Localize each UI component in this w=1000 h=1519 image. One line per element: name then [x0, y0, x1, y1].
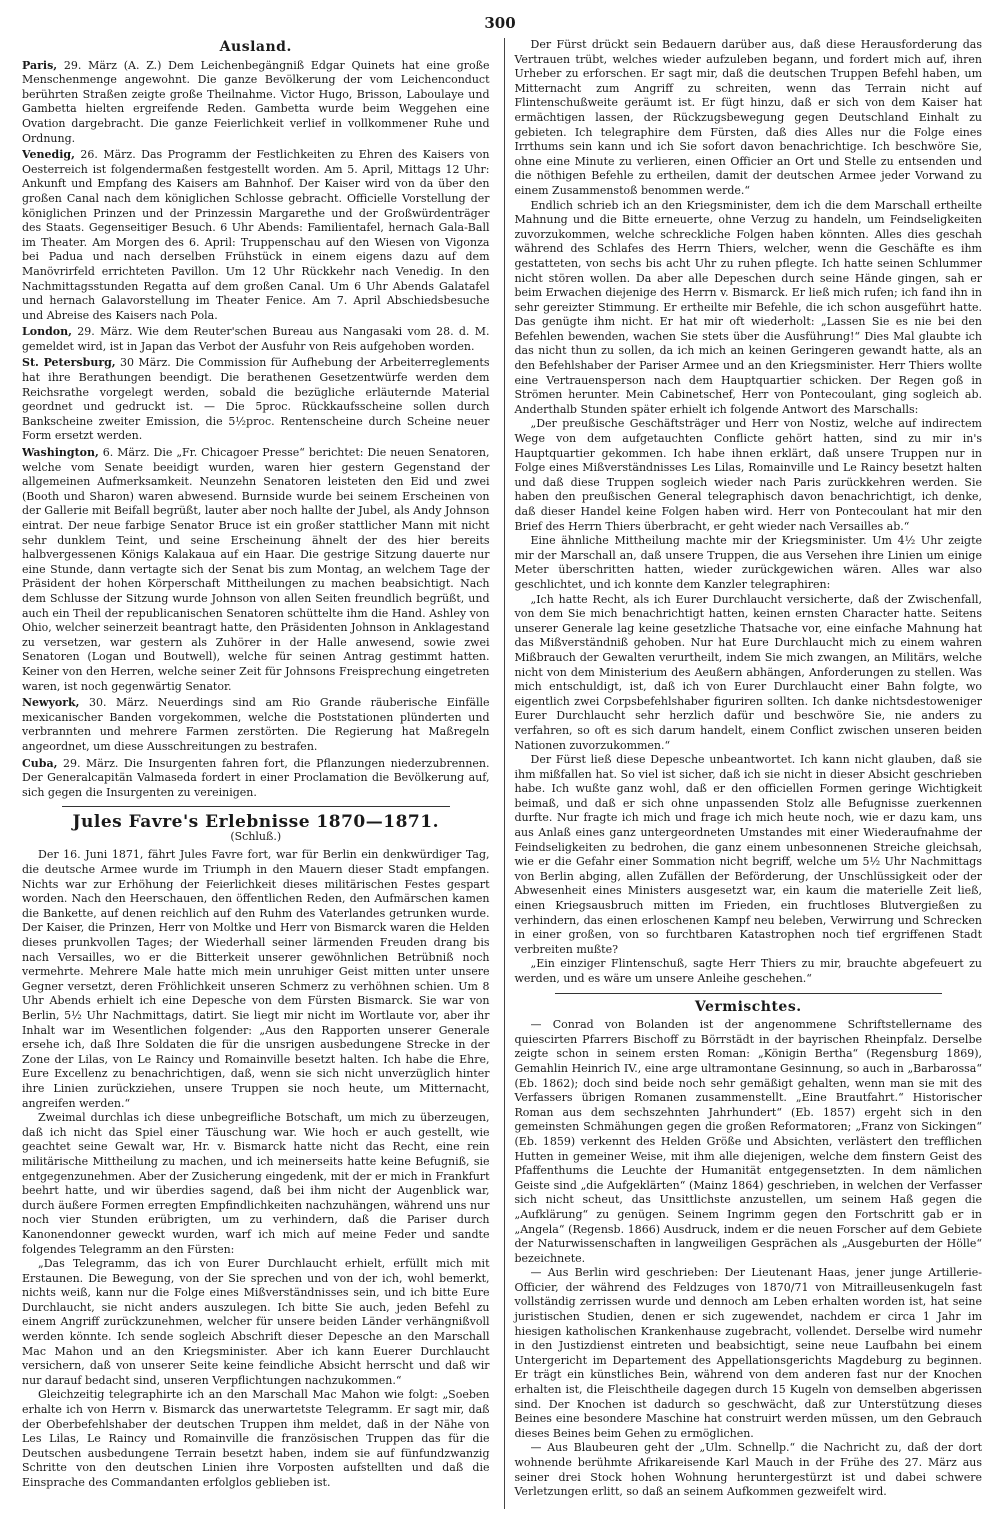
- dateline-newyork: Newyork,: [22, 696, 80, 710]
- article-paragraph: „Das Telegramm, das ich von Eurer Durchlaucht erhielt, erfüllt mich mit Erstaunen. Die Bewegung, von der Sie sprechen und von der ich, wohl bemerkt, nichts weiß, kann nur die Folge eines Mißverständnisses sein, und ich bitte Eure Durchlaucht, sie nicht anders auszulegen. Ich bitte Sie auch, jeden Befehl zu einem Angriff zurückzunehmen, welcher für unsere beiden Länder verhängnißvoll werden könnte. Ich sende sogleich Abschrift dieser Depesche an den Marschall Mac Mahon und an den Kriegsminister. Aber ich kann Euerer Durchlaucht versichern, daß von unserer Seite keine feindliche Absicht herrscht und daß wir nur darauf bedacht sind, unseren Verpflichtungen nachzukommen.“: [22, 1257, 490, 1387]
- article-paragraph: „Ein einziger Flintenschuß, sagte Herr Thiers zu mir, brauchte abgefeuert zu werden, und es wäre um unsere Anleihe geschehen.“: [514, 957, 982, 985]
- page-number: 300: [484, 14, 516, 32]
- news-item-paris: [22, 59, 490, 147]
- right-column: [504, 38, 983, 1509]
- news-text-petersburg: 30 März. Die Commission für Aufhebung der Arbeiterreglements hat ihre Berathungen beendigt. Die berathenen Gesetzentwürfe werden dem Reichsrathe vorgelegt werden, sobald die bezügliche erläuternde Material geordnet und gedruckt ist. — Die 5proc. Rückkaufsscheine sollen durch Bankscheine zweiter Emission, die 5½proc. Rentenscheine durch Scheine neuer Form ersetzt werden.: [22, 356, 490, 443]
- columns: [22, 38, 982, 1509]
- dateline-venedig: Venedig,: [22, 148, 75, 162]
- dateline-paris: Paris,: [22, 58, 58, 72]
- article-paragraph: Der Fürst ließ diese Depesche unbeantwortet. Ich kann nicht glauben, daß sie ihm mißfallen hat. So viel ist sicher, daß ich sie nicht in dieser Absicht geschrieben habe. Ich wußte ganz wohl, daß er den officiellen Formen geringe Wichtigkeit beimaß, und daß er sich ohne unpassenden Stolz alle Befugnisse zuerkennen durfte. Nur fragte ich mich und frage ich mich heute noch, wie er dazu kam, uns aus Anlaß eines ganz untergeordneten Umstandes mit einer Wiederaufnahme der Feindseligkeiten zu bedrohen, die ganz einem unbesonnenen Streiche gleichsah, wie er die Gefahr einer Sommation nicht begriff, welche um 5½ Uhr Nachmittags von Berlin abging, allen Zufällen der Beförderung, der Unschlüssigkeit oder der Abwesenheit eines Ministers ausgesetzt war, ein kaum die materielle Zeit ließ, einen Kriegsausbruch mitten im Frieden, ein fruchtloses Blutvergießen zu verhindern, das einen erloschenen Kampf neu beleben, Verwirrung und Schrecken in einer großen, von so furchtbaren Katastrophen noch tief ergriffenen Stadt verbreiten mußte?: [514, 753, 982, 956]
- dateline-washington: Washington,: [22, 446, 99, 460]
- article-paragraph: Eine ähnliche Mittheilung machte mir der Kriegsminister. Um 4½ Uhr zeigte mir der Marschall an, daß unsere Truppen, die aus Versehen ihre Linien um einige Meter überschritten hatten, wieder zurückgewichen wären. Alles war also geschlichtet, und ich konnte dem Kanzler telegraphiren:: [514, 534, 982, 591]
- news-item-petersburg: [22, 356, 490, 444]
- news-text-cuba: 29. März. Die Insurgenten fahren fort, die Pflanzungen niederzubrennen. Der Generalcapitän Valmaseda fordert in einer Proclamation die Bevölkerung auf, sich gegen die Insurgenten zu vereinigen.: [22, 756, 490, 799]
- section-heading-ausland: Ausland.: [219, 39, 292, 55]
- section-divider: [555, 993, 943, 994]
- dateline-london: London,: [22, 325, 72, 339]
- news-text-washington: 6. März. Die „Fr. Chicagoer Presse“ berichtet: Die neuen Senatoren, welche vom Senate beeidigt wurden, waren hier gestern Gegenstand der allgemeinen Aufmerksamkeit. Neunzehn Senatoren leisteten den Eid und zwei (Booth und Sharon) waren abwesend. Burnside wurde bei seinem Erscheinen von der Gallerie mit Beifall begrüßt, lauter aber noch hallte der Jubel, als Andy Johnson eintrat. Der neue farbige Senator Bruce ist ein großer stattlicher Mann mit nicht sehr dunklem Teint, und seine Erscheinung ähnelt der des hier bereits halbvergessenen Königs Kalakaua auf ein Haar. Die gestrige Sitzung dauerte nur eine Stunde, dann vertagte sich der Senat bis zum Montag, an welchem Tage der Präsident der hohen Körperschaft Mittheilungen zu machen beabsichtigt. Nach dem Schlusse der Sitzung wurde Johnson von allen Seiten freundlich begrüßt, und auch ein Theil der republicanischen Senatoren schüttelte ihm die Hand. Ashley von Ohio, welcher seinerzeit beantragt hatte, den Präsidenten Johnson in Anklagestand zu versetzen, war gestern als Zuhörer in der Halle anwesend, sowie zwei Senatoren (Logan und Boutwell), welche für seinen Antrag gestimmt hatten. Keiner von den Herren, welche seiner Zeit für Johnsons Freisprechung eingetreten waren, ist noch gegenwärtig Senator.: [22, 446, 490, 693]
- left-column: [22, 38, 490, 1509]
- article-paragraph: Gleichzeitig telegraphirte ich an den Marschall Mac Mahon wie folgt: „Soeben erhalte ich von Herrn v. Bismarck das unerwartetste Telegramm. Er sagt mir, daß der Oberbefehlshaber der deutschen Truppen ihm meldet, daß in der Nähe von Les Lilas, Le Raincy und Romainville die französischen Truppen das für die Deutschen ausbedungene Terrain besetzt haben, indem sie auf fünfundzwanzig Schritte von den deutschen Linien ihre Vorposten aufstellten und daß die Einsprache des Commandanten erfolglos geblieben ist.: [22, 1388, 490, 1489]
- article-heading-favre: Jules Favre's Erlebnisse 1870—1871.: [72, 812, 439, 833]
- article-subheading: (Schluß.): [230, 829, 282, 843]
- article-paragraph: „Der preußische Geschäftsträger und Herr von Nostiz, welche auf indirectem Wege von dem aufgetauchten Conflicte gehört hatten, sind zu mir in's Hauptquartier gekommen. Ich habe ihnen erklärt, daß unsere Truppen nur in Folge eines Mißverständnisses Les Lilas, Romainville und Le Raincy besetzt halten und daß diese Truppen sogleich wieder nach Paris zurückkehren werden. Sie haben den preußischen General telegraphisch davon benachrichtigt, ich denke, daß dieser Handel keine Folgen haben wird. Herr von Pontecoulant hat mir den Brief des Herrn Thiers überbracht, er geht wieder nach Versailles ab.“: [514, 417, 982, 533]
- news-item-cuba: [22, 757, 490, 801]
- dateline-cuba: Cuba,: [22, 756, 58, 770]
- dateline-petersburg: St. Petersburg,: [22, 356, 116, 370]
- article-paragraph: Der Fürst drückt sein Bedauern darüber aus, daß diese Herausforderung das Vertrauen trübt, welches wieder aufzuleben begann, und fordert mich auf, ihren Urheber zu erforschen. Er sagt mir, daß die deutschen Truppen Befehl haben, um Mitternacht zum Angriff zu schreiten, wenn das Terrain nicht auf Flintenschußweite geräumt ist. Er fügt hinzu, daß er sich von dem Kaiser hat ermächtigen lassen, der Rückzugsbewegung gegen Deutschland Einhalt zu gebieten. Ich telegraphire dem Fürsten, daß dies Alles nur die Folge eines Irrthums sein kann und ich Sie sofort davon benachrichtige. Ich beschwöre Sie, ohne eine Minute zu verlieren, einen Officier an Ort und Stelle zu entsenden und die nöthigen Befehle zu ertheilen, damit der deutschen Armee jeder Vorwand zu einem Zusammenstoß benommen werde.“: [514, 38, 982, 197]
- misc-item-berlin: — Aus Berlin wird geschrieben: Der Lieutenant Haas, jener junge Artillerie-Officier, der während des Feldzuges von 1870/71 von Mitrailleusenkugeln fast vollständig zerrissen wurde und dennoch am Leben erhalten worden ist, hat seine juristischen Studien, denen er sich zugewendet, nachdem er circa 1 Jahr im hiesigen katholischen Krankenhause zugebracht, vollendet. Derselbe wird numehr in den Justizdienst eintreten und beabsichtigt, seine neue Laufbahn bei einem Untergericht im Departement des Appellationsgerichts Magdeburg zu beginnen. Er trägt ein künstliches Bein, während von dem anderen fast nur der Knochen erhalten ist, die Fleischtheile dagegen durch 15 Kugeln von demselben abgerissen sind. Der Knochen ist dadurch so geschwächt, daß zur Unterstützung dieses Beines eine besondere Maschine hat construirt werden müssen, um den Gebrauch dieses Beines beim Gehen zu ermöglichen.: [514, 1266, 982, 1440]
- news-item-newyork: [22, 696, 490, 754]
- article-paragraph: Endlich schrieb ich an den Kriegsminister, dem ich die dem Marschall ertheilte Mahnung und die Bitte erneuerte, ohne Verzug zu handeln, um Feindseligkeiten zuvorzukommen, welche schreckliche Folgen haben könnten. Alles dies geschah während des Schlafes des Herrn Thiers, welcher, wenn die Geschäfte es ihm gestatteten, von sechs bis acht Uhr zu ruhen pflegte. Ich hatte seinen Schlummer nicht stören wollen. Da aber alle Depeschen durch seine Hände gingen, sah er beim Erwachen diejenige des Herrn v. Bismarck. Er ließ mich rufen; ich fand ihn in sehr gereizter Stimmung. Er ertheilte mir Befehle, die ich schon ausgeführt hatte. Das genügte ihm nicht. Er hat mir oft wiederholt: „Lassen Sie es nie bei den Befehlen bewenden, wachen Sie stets über die Ausführung!“ Dies Mal glaubte ich das nicht thun zu sollen, da ich mich an keinen Geringeren gewandt hatte, als an den Befehlshaber der Pariser Armee und an den Kriegsminister. Herr Thiers wollte eine Vertrauensperson nach dem Hauptquartier schicken. Der Regen goß in Strömen herunter. Mein Cabinetschef, Herr von Pontecoulant, ging sogleich ab. Anderthalb Stunden später erhielt ich folgende Antwort des Marschalls:: [514, 198, 982, 416]
- news-item-london: [22, 325, 490, 354]
- news-text-newyork: 30. März. Neuerdings sind am Rio Grande räuberische Einfälle mexicanischer Banden vorgekommen, welche die Poststationen plünderten und verbrannten und mehrere Farmen zerstörten. Die Regierung hat Maßregeln angeordnet, um diese Ausschreitungen zu bestrafen.: [22, 696, 490, 753]
- news-text-paris: 29. März (A. Z.) Dem Leichenbegängniß Edgar Quinets hat eine große Menschenmenge angewohnt. Die ganze Bevölkerung der vom Leichenconduct berührten Straßen zeigte große Theilnahme. Victor Hugo, Brisson, Laboulaye und Gambetta hielten ergreifende Reden. Gambetta wurde beim Weggehen eine Ovation dargebracht. Die ganze Feierlichkeit verlief in vollkommener Ruhe und Ordnung.: [22, 58, 490, 145]
- section-divider: [62, 806, 450, 807]
- news-item-washington: [22, 446, 490, 694]
- misc-item-blaubeuren: — Aus Blaubeuren geht der „Ulm. Schnellp.“ die Nachricht zu, daß der dort wohnende berühmte Afrikareisende Karl Mauch in der Frühe des 27. März aus seiner drei Stock hohen Wohnung heruntergestürzt ist und dabei schwere Verletzungen erlitt, so daß an seinem Aufkommen gezweifelt wird.: [514, 1441, 982, 1499]
- news-text-london: 29. März. Wie dem Reuter'schen Bureau aus Nangasaki vom 28. d. M. gemeldet wird, ist in Japan das Verbot der Ausfuhr von Reis aufgehoben worden.: [22, 325, 490, 353]
- misc-item-bolanden: — Conrad von Bolanden ist der angenommene Schriftstellername des quiescirten Pfarrers Bischoff zu Börrstädt in der bayrischen Rheinpfalz. Derselbe zeigte schon in seinem ersten Roman: „Königin Bertha“ (Regensburg 1869), Gemahlin Heinrich IV., eine arge ultramontane Gesinnung, so auch in „Barbarossa“ (Eb. 1862); doch sind beide noch sehr gemäßigt gehalten, wenn man sie mit des Verfassers übrigen Romanen zusammenstellt. „Eine Brautfahrt.“ Historischer Roman aus dem sechszehnten Jahrhundert“ (Eb. 1857) ergeht sich in den gemeinsten Schmähungen gegen die großen Reformatoren; „Franz von Sickingen“ (Eb. 1859) verkennt des Helden Größe und Absichten, verlästert den trefflichen Hutten in gemeiner Weise, mit ihm alle diejenigen, welche dem finstern Geist des Pfaffenthums die Leuchte der Humanität entgegensetzten. In dem nämlichen Geiste sind „die Aufgeklärten“ (Mainz 1864) geschrieben, in welchen der Verfasser sich nicht scheut, das Unsittlichste anzustellen, um seinem Haß gegen die „Aufklärung“ zu genügen. Seinem Ingrimm gegen den Fortschritt gab er in „Angela“ (Regensb. 1866) Ausdruck, indem er die neuen Forscher auf dem Gebiete der Naturwissenschaften in langweiligen Gesprächen als „Ausgeburten der Hölle“ bezeichnete.: [514, 1018, 982, 1265]
- news-text-venedig: 26. März. Das Programm der Festlichkeiten zu Ehren des Kaisers von Oesterreich ist folgendermaßen festgestellt worden. Am 5. April, Mittags 12 Uhr: Ankunft und Empfang des Kaisers am Bahnhof. Der Kaiser wird von da über den großen Canal nach dem königlichen Schlosse gebracht. Officielle Vorstellung der königlichen Prinzen und der Prinzessin Margarethe und der Großwürdenträger des Staats. Gegenseitiger Besuch. 6 Uhr Abends: Familientafel, hernach Gala-Ball im Theater. Am Morgen des 6. April: Truppenschau auf den Wiesen von Vigonza bei Padua und nach derselben Frühstück in einem eigens dazu auf dem Manövrirfeld errichteten Pavillon. Um 12 Uhr Rückkehr nach Venedig. In den Nachmittagsstunden Regatta auf dem großen Canal. Um 6 Uhr Abends Galatafel und hernach Galavorstellung im Theater Fenice. Am 7. April Abschiedsbesuche und Abreise des Kaisers nach Pola.: [22, 148, 490, 322]
- article-paragraph: Der 16. Juni 1871, fährt Jules Favre fort, war für Berlin ein denkwürdiger Tag, die deutsche Armee wurde im Triumph in den Mauern dieser Stadt empfangen. Nichts war zur Erhöhung der Feierlichkeit dieses militärischen Festes gespart worden. Nach den Heerschauen, den öffentlichen Reden, den Aufmärschen kamen die Bankette, auf denen reichlich auf den Ruhm des Vaterlandes getrunken wurde. Der Kaiser, die Prinzen, Herr von Moltke und Herr von Bismarck waren die Helden dieses prunkvollen Tages; der Wiederhall seiner lärmenden Freuden drang bis nach Versailles, wo er die Bitterkeit unserer gewöhnlichen Betrübniß noch vermehrte. Mehrere Male hatte mich mein unruhiger Geist mitten unter unsere Gegner versetzt, deren Fröhlichkeit unseren Schmerz zu verhöhnen schien. Um 8 Uhr Abends erhielt ich eine Depesche von dem Fürsten Bismarck. Sie war von Berlin, 5½ Uhr Nachmittags, datirt. Sie liegt mir nicht im Wortlaute vor, aber ihr Inhalt war im Wesentlichen folgender: „Aus den Rapporten unserer Generale ersehe ich, daß Ihre Soldaten die für die unsrigen ausbedungene Strecke in der Zone der Lilas, von Le Raincy und Romainville besetzt halten. Ich habe die Ehre, Eure Excellenz zu benachrichtigen, daß, wenn sie sich nicht unverzüglich hinter ihre Linien zurückziehen, unsere Truppen sie noch heute, um Mitternacht, angreifen werden.“: [22, 848, 490, 1110]
- article-paragraph: Zweimal durchlas ich diese unbegreifliche Botschaft, um mich zu überzeugen, daß ich nicht das Spiel einer Täuschung war. Wie hoch er auch gestellt, wie geachtet seine Gewalt war, Hr. v. Bismarck hatte nicht das Recht, eine rein militärische Mittheilung zu machen, und ich meinerseits hatte keine Befugniß, sie entgegenzunehmen. Aber der Zusicherung eingedenk, mit der er mich in Frankfurt beehrt hatte, und wir überdies sagend, daß bei ihm nicht der Augenblick war, durch äußere Formen erregten Empfindlichkeiten nachzuhängen, während uns nur noch vier Stunden erübrigten, um zu verhindern, daß die Pariser durch Kanonendonner geweckt wurden, warf ich mich auf meine Feder und sandte folgendes Telegramm an den Fürsten:: [22, 1111, 490, 1256]
- article-paragraph: „Ich hatte Recht, als ich Eurer Durchlaucht versicherte, daß der Zwischenfall, von dem Sie mich benachrichtigt hatten, keinen ernsten Character hatte. Seitens unserer Generale lag keine gesetzliche Thatsache vor, eine einfache Mahnung hat das Mißverständniß gehoben. Nur hat Eure Durchlaucht mich zu einem wahren Mißbrauch der Gewalten verurtheilt, indem Sie mich zwangen, an Militärs, welche nicht von dem Ministerium des Aeußern abhängen, Anforderungen zu stellen. Was mich entschuldigt, ist, daß ich von Eurer Durchlaucht einer Bahn folgte, wo eigentlich zwei Corpsbefehlshaber figuriren sollten. Ich danke nichtsdestoweniger Eurer Durchlaucht sehr herzlich dafür und beschwöre Sie, nie anders zu verfahren, so oft es sich darum handelt, einem Conflict zwischen unseren beiden Nationen zuvorzukommen.“: [514, 592, 982, 752]
- news-item-venedig: [22, 148, 490, 323]
- section-heading-vermischtes: Vermischtes.: [694, 998, 802, 1015]
